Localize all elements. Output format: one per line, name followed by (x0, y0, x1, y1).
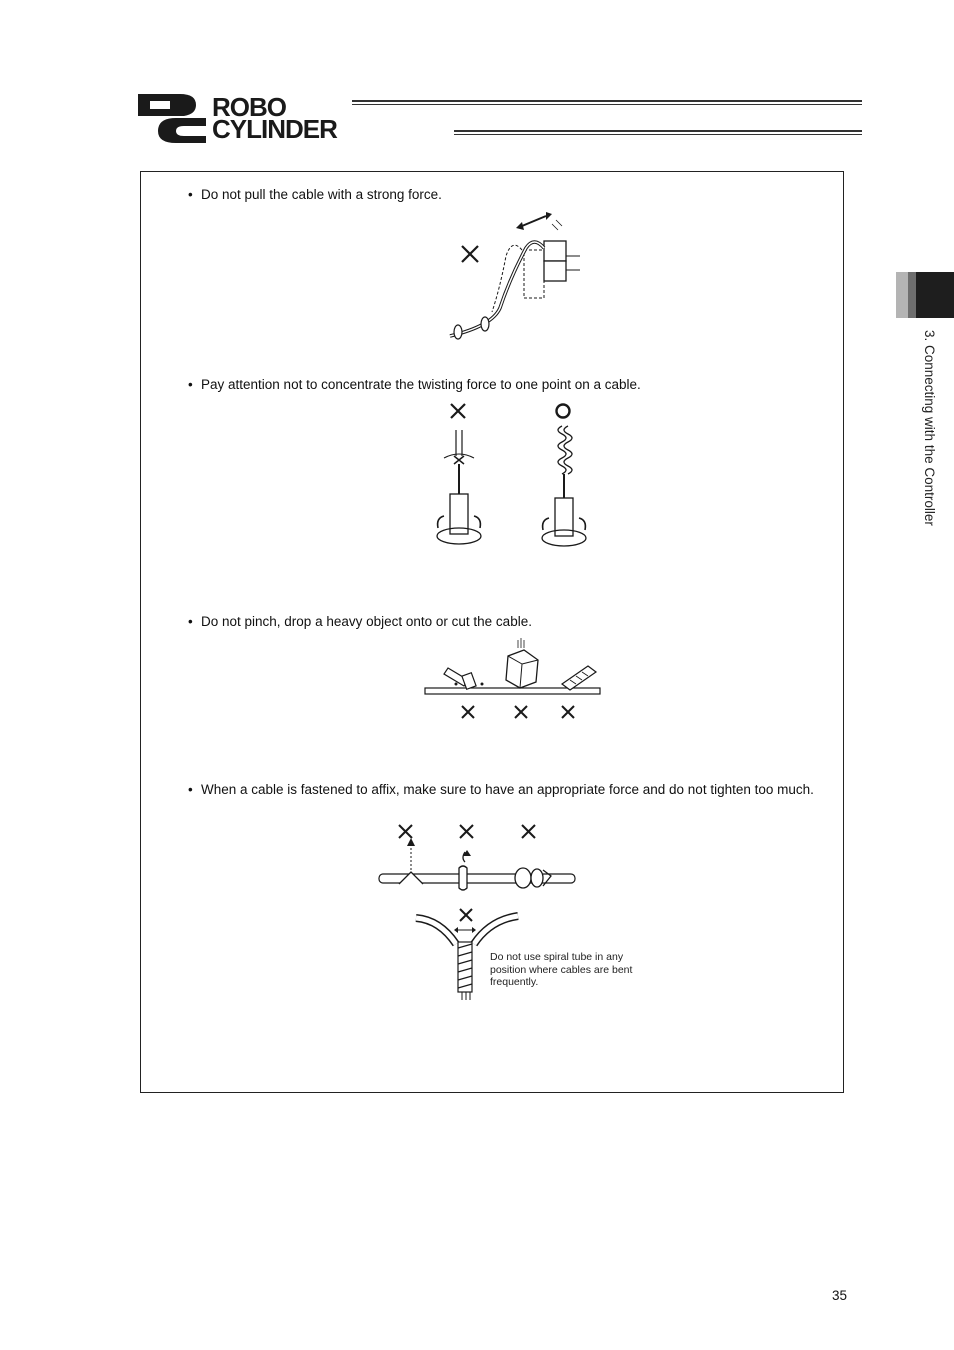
figure-fasten-cable (375, 820, 585, 900)
x-mark-icon (522, 825, 535, 838)
header-rule-bottom-thin (454, 134, 862, 135)
bullet-dot: • (188, 782, 193, 797)
bullet-text: Do not pull the cable with a strong force. (201, 187, 442, 202)
bullet-dot: • (188, 187, 193, 202)
header-rule-bottom (454, 130, 862, 132)
figure-twisting-cable (430, 398, 610, 553)
x-mark-icon (515, 706, 527, 718)
x-mark-icon (462, 246, 478, 262)
o-mark-icon (557, 405, 570, 418)
x-mark-icon (399, 825, 412, 838)
bullet-fasten-cable (188, 781, 828, 817)
chapter-tab-mid (908, 272, 916, 318)
logo-line-1: ROBO (212, 92, 286, 122)
logo-line-2: CYLINDER (212, 114, 337, 144)
chapter-tab (896, 272, 954, 318)
bullet-dot: • (188, 614, 193, 629)
page-number: 35 (832, 1288, 848, 1303)
bullet-text: Pay attention not to concentrate the twisting force to one point on a cable. (201, 377, 641, 392)
header-rule-top (352, 100, 862, 102)
bullet-pull-force (188, 186, 828, 204)
figure-pull-cable (440, 208, 600, 343)
x-mark-icon (462, 706, 474, 718)
x-mark-icon (460, 909, 472, 921)
bullet-twisting-force (188, 376, 828, 394)
chapter-tab-light (896, 272, 908, 318)
x-mark-icon (451, 404, 465, 418)
x-mark-icon (460, 825, 473, 838)
rc-logo-mark-icon (136, 92, 208, 144)
chapter-label: 3. Connecting with the Controller (922, 330, 937, 526)
figure-pinch-drop-cut (420, 636, 610, 724)
header-rule-top-thin (352, 104, 862, 105)
bullet-dot: • (188, 377, 193, 392)
chapter-tab-dark (916, 272, 954, 318)
bullet-pinch-drop-cut (188, 613, 828, 631)
x-mark-icon (562, 706, 574, 718)
spiral-tube-note: Do not use spiral tube in any position where cables are bent frequently. (490, 951, 633, 988)
bullet-text: Do not pinch, drop a heavy object onto or cut the cable. (201, 614, 532, 629)
bullet-text: When a cable is fastened to affix, make sure to have an appropriate force and do not tighten too much. (201, 782, 814, 797)
